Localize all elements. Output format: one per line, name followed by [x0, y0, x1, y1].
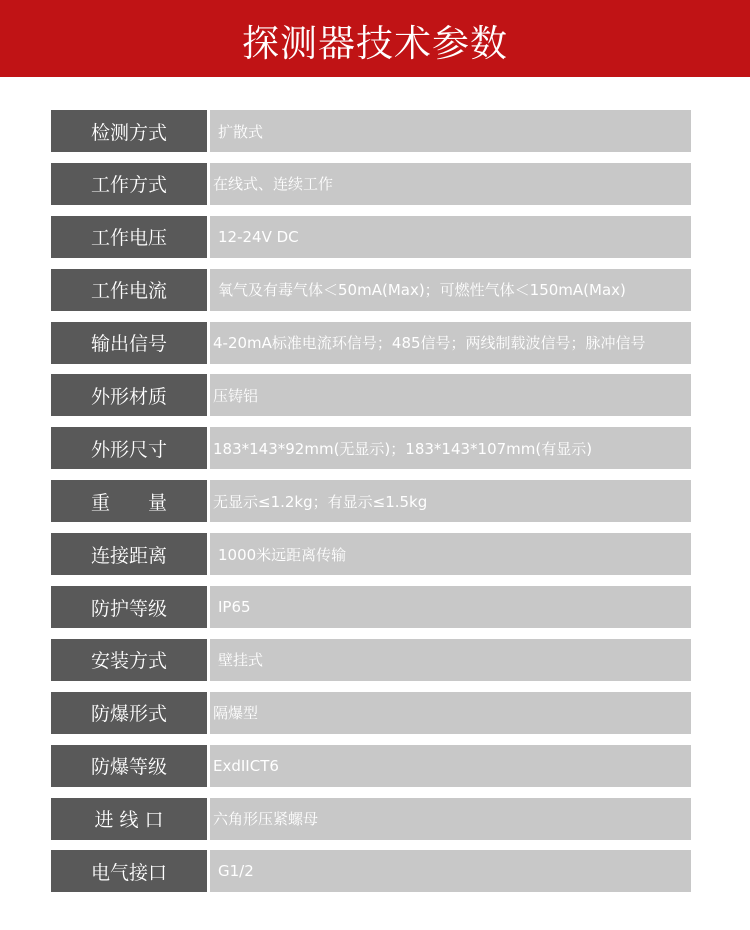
- spec-label: 安装方式: [51, 639, 207, 681]
- spec-label: 外形尺寸: [51, 427, 207, 469]
- spec-value: 1000米远距离传输: [210, 533, 691, 575]
- spec-row-working-mode: [51, 163, 691, 205]
- spec-label: 工作电压: [51, 216, 207, 258]
- spec-value: 12-24V DC: [210, 216, 691, 258]
- spec-label: 检测方式: [51, 110, 207, 152]
- spec-value: 4-20mA标准电流环信号；485信号；两线制载波信号；脉冲信号: [210, 322, 691, 364]
- spec-row-explosion-proof-type: [51, 692, 691, 734]
- spec-row-output-signal: [51, 322, 691, 364]
- spec-value: 六角形压紧螺母: [210, 798, 691, 840]
- spec-value: IP65: [210, 586, 691, 628]
- spec-label: 重 量: [51, 480, 207, 522]
- spec-label: 电气接口: [51, 850, 207, 892]
- spec-row-dimensions: [51, 427, 691, 469]
- spec-label: 进 线 口: [51, 798, 207, 840]
- spec-label: 防爆等级: [51, 745, 207, 787]
- spec-label: 外形材质: [51, 374, 207, 416]
- spec-row-installation: [51, 639, 691, 681]
- spec-row-weight: [51, 480, 691, 522]
- spec-row-explosion-proof-grade: [51, 745, 691, 787]
- spec-row-electrical-interface: [51, 850, 691, 892]
- spec-row-working-current: [51, 269, 691, 311]
- spec-row-cable-entry: [51, 798, 691, 840]
- spec-label: 防护等级: [51, 586, 207, 628]
- spec-row-protection-grade: [51, 586, 691, 628]
- page-header: [0, 0, 750, 77]
- spec-value: 在线式、连续工作: [210, 163, 691, 205]
- spec-value: 压铸铝: [210, 374, 691, 416]
- spec-row-detection-method: [51, 110, 691, 152]
- spec-label: 工作方式: [51, 163, 207, 205]
- spec-label: 防爆形式: [51, 692, 207, 734]
- spec-value: 无显示≤1.2kg；有显示≤1.5kg: [210, 480, 691, 522]
- spec-label: 工作电流: [51, 269, 207, 311]
- spec-row-connection-distance: [51, 533, 691, 575]
- spec-value: ExdIICT6: [210, 745, 691, 787]
- spec-table: [51, 110, 691, 903]
- spec-value: G1/2: [210, 850, 691, 892]
- page-title: 探测器技术参数: [242, 21, 508, 65]
- spec-value: 氧气及有毒气体＜50mA(Max)；可燃性气体＜150mA(Max): [210, 269, 691, 311]
- spec-row-working-voltage: [51, 216, 691, 258]
- spec-value: 壁挂式: [210, 639, 691, 681]
- spec-value: 183*143*92mm(无显示)；183*143*107mm(有显示): [210, 427, 691, 469]
- spec-row-housing-material: [51, 374, 691, 416]
- spec-value: 扩散式: [210, 110, 691, 152]
- spec-value: 隔爆型: [210, 692, 691, 734]
- spec-label: 输出信号: [51, 322, 207, 364]
- spec-label: 连接距离: [51, 533, 207, 575]
